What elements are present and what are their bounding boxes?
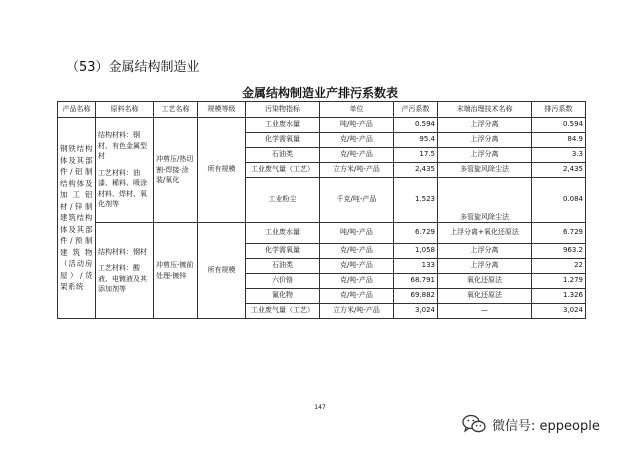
header-process: 工艺名称 <box>154 102 198 118</box>
emission-coefficient-cell: 6.729 <box>532 223 586 244</box>
header-treatment: 末端治理技术名称 <box>438 102 532 118</box>
production-coefficient-cell: 2,435 <box>394 163 438 178</box>
pollutant-cell: 工业粉尘 <box>246 178 320 223</box>
emission-coefficient-cell: 0.084 <box>532 178 586 223</box>
group2-material-structural: 结构材料：钢材 <box>98 247 147 256</box>
pollutant-cell: 化学需氧量 <box>246 133 320 148</box>
unit-cell: 立方米/吨-产品 <box>320 163 394 178</box>
table-row <box>58 223 586 244</box>
pollutant-cell: 六价铬 <box>246 274 320 289</box>
emission-coefficient-cell: 963.2 <box>532 244 586 259</box>
unit-cell: 千克/吨-产品 <box>320 178 394 223</box>
unit-cell: 吨/吨-产品 <box>320 118 394 133</box>
header-scale: 规模等级 <box>198 102 246 118</box>
treatment-cell: 上浮分离 <box>438 148 532 163</box>
treatment-cell: 氧化还原法 <box>438 274 532 289</box>
unit-cell: 克/吨-产品 <box>320 259 394 274</box>
treatment-cell: 多管旋风除尘法 <box>438 178 532 223</box>
wechat-logo-icon <box>462 414 486 434</box>
production-coefficient-cell: 133 <box>394 259 438 274</box>
production-coefficient-cell: 3,024 <box>394 304 438 319</box>
header-product: 产品名称 <box>58 102 96 118</box>
treatment-cell: 氧化还原法 <box>438 289 532 304</box>
emission-coefficient-cell: 0.594 <box>532 118 586 133</box>
production-coefficient-cell: 0.594 <box>394 118 438 133</box>
treatment-cell: 上浮分离 <box>438 244 532 259</box>
page-number: 147 <box>314 404 326 411</box>
unit-cell: 克/吨-产品 <box>320 148 394 163</box>
production-coefficient-cell: 68.791 <box>394 274 438 289</box>
table-row <box>58 118 586 133</box>
treatment-cell: 上浮分离 <box>438 118 532 133</box>
emission-coefficient-cell: 1.279 <box>532 274 586 289</box>
pollutant-cell: 石油类 <box>246 259 320 274</box>
emission-coefficient-cell: 2,435 <box>532 163 586 178</box>
watermark <box>462 414 600 434</box>
emission-coefficient-table <box>57 101 586 319</box>
table-header-row <box>58 102 586 118</box>
header-material: 原料名称 <box>96 102 154 118</box>
unit-cell: 立方米/吨-产品 <box>320 304 394 319</box>
treatment-cell: 多管旋风除尘法 <box>438 163 532 178</box>
pollutant-cell: 工业废水量 <box>246 118 320 133</box>
group1-materials-cell <box>96 118 154 223</box>
production-coefficient-cell: 95.4 <box>394 133 438 148</box>
group1-material-structural: 结构材料：钢材、有色金属型材 <box>98 131 147 161</box>
production-coefficient-cell: 6.729 <box>394 223 438 244</box>
pollutant-cell: 氰化物 <box>246 289 320 304</box>
unit-cell: 克/吨-产品 <box>320 133 394 148</box>
product-name-cell: 钢铁结构体及其部件/铝制结构体及加工铝材/锌制建筑结构体及其部件/预制建筑物（活动房屋）/货架系统 <box>58 118 96 319</box>
pollutant-cell: 石油类 <box>246 148 320 163</box>
group1-material-process: 工艺材料：油漆、稀料、喷涂材料、焊材、氧化剂等 <box>98 168 147 209</box>
production-coefficient-cell: 1,058 <box>394 244 438 259</box>
group2-material-process: 工艺材料：酸液、电镀液及其添加剂等 <box>98 264 147 293</box>
header-unit: 单位 <box>320 102 394 118</box>
unit-cell: 克/吨-产品 <box>320 274 394 289</box>
treatment-cell: — <box>438 304 532 319</box>
emission-coefficient-cell: 1.326 <box>532 289 586 304</box>
header-pollutant: 污染物指标 <box>246 102 320 118</box>
pollutant-cell: 工业废气量（工艺） <box>246 304 320 319</box>
emission-coefficient-cell: 3.3 <box>532 148 586 163</box>
treatment-cell: 上浮分离 <box>438 259 532 274</box>
unit-cell: 克/吨-产品 <box>320 289 394 304</box>
emission-coefficient-cell: 84.9 <box>532 133 586 148</box>
header-production-coefficient: 产污系数 <box>394 102 438 118</box>
group1-scale-cell: 所有规模 <box>198 118 246 223</box>
group2-materials-cell <box>96 223 154 319</box>
pollutant-cell: 工业废气量（工艺） <box>246 163 320 178</box>
production-coefficient-cell: 69.882 <box>394 289 438 304</box>
unit-cell: 克/吨-产品 <box>320 244 394 259</box>
watermark-text: 微信号: eppeople <box>492 418 600 434</box>
group2-scale-cell: 所有规模 <box>198 223 246 319</box>
pollutant-cell: 化学需氧量 <box>246 244 320 259</box>
group2-process-cell: 冲剪压-镀前处理-镀锌 <box>154 223 198 319</box>
treatment-cell: 上浮分离 <box>438 133 532 148</box>
production-coefficient-cell: 17.5 <box>394 148 438 163</box>
production-coefficient-cell: 1.523 <box>394 178 438 223</box>
header-emission-coefficient: 排污系数 <box>532 102 586 118</box>
table-title: 金属结构制造业产排污系数表 <box>241 86 398 100</box>
group1-process-cell: 冲剪压/热切割-焊接-涂装/氧化 <box>154 118 198 223</box>
emission-coefficient-cell: 3,024 <box>532 304 586 319</box>
section-title: （53）金属结构制造业 <box>66 60 200 75</box>
pollutant-cell: 工业废水量 <box>246 223 320 244</box>
treatment-cell: 上浮分离+氧化还原法 <box>438 223 532 244</box>
unit-cell: 吨/吨-产品 <box>320 223 394 244</box>
emission-coefficient-cell: 22 <box>532 259 586 274</box>
